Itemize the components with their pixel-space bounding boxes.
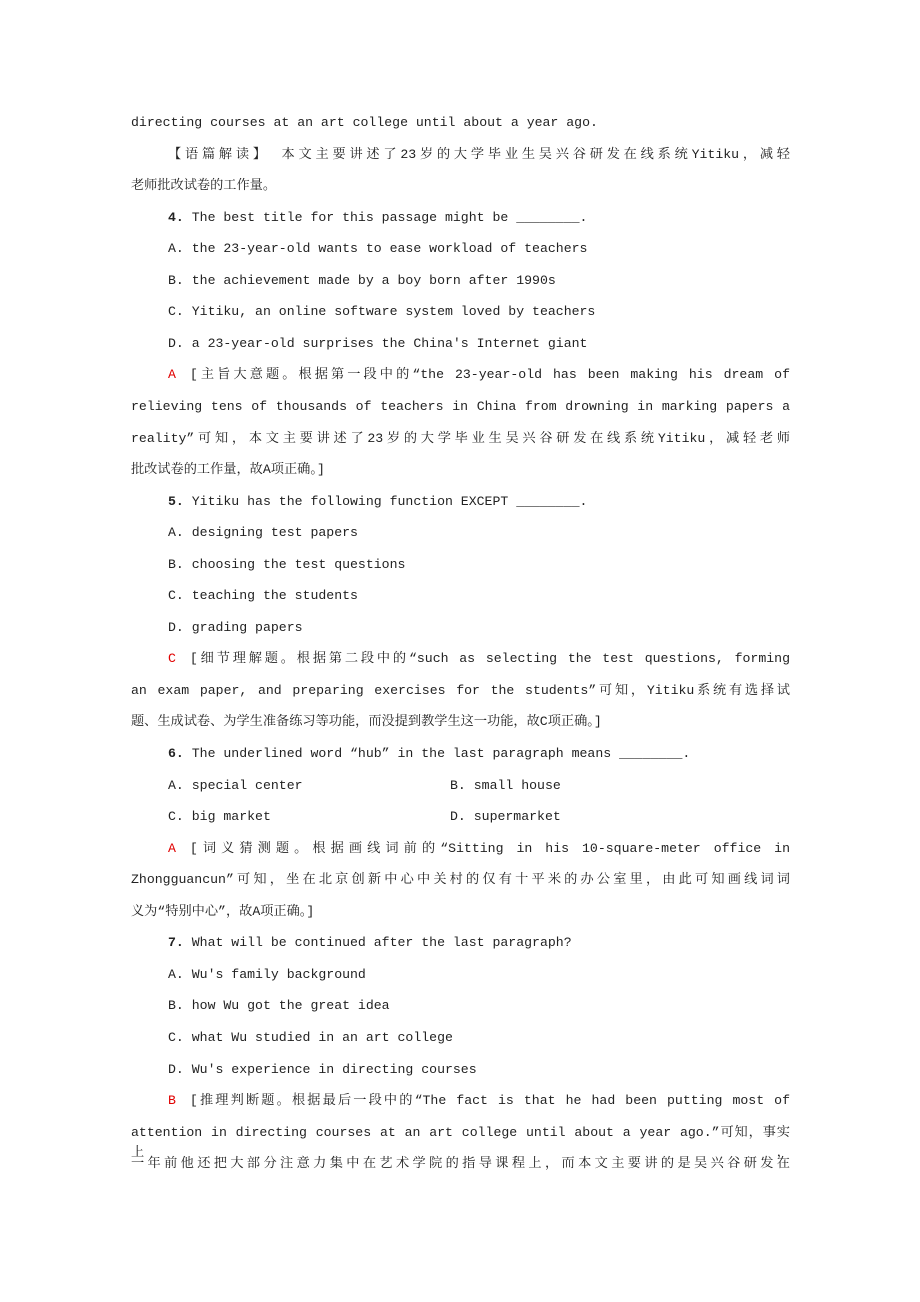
- text-line: [168, 523, 790, 543]
- line-text: [主旨大意题。根据第一段中的“the 23-year-old has been making his dream of: [189, 367, 790, 383]
- text-line: [131, 681, 790, 701]
- option-second-column: B. small house: [450, 777, 561, 793]
- text-line: [168, 239, 790, 259]
- line-text: Yitiku has the following function EXCEPT ________.: [183, 493, 588, 509]
- text-line: [131, 1123, 790, 1160]
- question-number: 5.: [168, 493, 184, 509]
- text-line: [131, 176, 790, 196]
- line-text: 义为“特别中心”，故A项正确。]: [131, 903, 315, 919]
- text-line: [168, 776, 790, 796]
- line-text: [推理判断题。根据最后一段中的“The fact is that he had been putting most of: [189, 1093, 790, 1109]
- line-text: B. how Wu got the great idea: [168, 998, 390, 1014]
- text-line: [168, 302, 790, 322]
- text-line: [168, 365, 790, 385]
- text-line: [168, 555, 790, 575]
- line-text: D. a 23-year-old surprises the China's Internet giant: [168, 335, 588, 351]
- line-text: relieving tens of thousands of teachers in China from drowning in marking papers a: [131, 398, 790, 414]
- text-line: [168, 334, 790, 354]
- line-text: A. Wu's family background: [168, 966, 366, 982]
- line-text: C. teaching the students: [168, 588, 358, 604]
- line-text: [细节理解题。根据第二段中的“such as selecting the test questions, forming: [189, 651, 790, 667]
- text-line: [168, 965, 790, 985]
- answer-letter: A: [168, 367, 176, 383]
- text-line: [168, 1028, 790, 1048]
- line-text: D. Wu's experience in directing courses: [168, 1061, 477, 1077]
- text-line: [168, 1091, 790, 1111]
- line-text: C. Yitiku, an online software system loved by teachers: [168, 304, 596, 320]
- text-line: [168, 996, 790, 1016]
- text-line: [131, 1154, 790, 1174]
- answer-letter: A: [168, 840, 176, 856]
- text-line: [168, 271, 790, 291]
- line-text: 题、生成试卷、为学生准备练习等功能，而没提到教学生这一功能，故C项正确。]: [131, 714, 602, 730]
- text-line: [168, 649, 790, 669]
- answer-letter: B: [168, 1093, 176, 1109]
- question-number: 6.: [168, 746, 184, 761]
- question-number: 7.: [168, 935, 184, 951]
- line-text: attention in directing courses at an art college until about a year ago.”可知，事实上，: [131, 1124, 790, 1160]
- line-text: D. grading papers: [168, 619, 303, 635]
- text-line: [168, 933, 790, 953]
- text-line: [168, 586, 790, 606]
- text-line: [131, 712, 790, 732]
- line-text: A. the 23-year-old wants to ease workload of teachers: [168, 241, 588, 257]
- line-text: C. what Wu studied in an art college: [168, 1029, 453, 1045]
- line-text: 老师批改试卷的工作量。: [131, 178, 277, 194]
- line-text: an exam paper, and preparing exercises for the students”可知，Yitiku系统有选择试: [131, 682, 790, 698]
- text-line: [168, 1060, 790, 1080]
- line-text: B. choosing the test questions: [168, 556, 406, 572]
- text-line: [168, 145, 790, 165]
- answer-letter: C: [168, 651, 176, 667]
- text-line: [168, 807, 790, 827]
- text-line: [168, 208, 790, 228]
- line-text: The underlined word “hub” in the last paragraph means ________.: [183, 746, 691, 761]
- text-line: [131, 113, 790, 133]
- text-line: [131, 902, 790, 922]
- line-text: directing courses at an art college until about a year ago.: [131, 115, 598, 130]
- text-line: [131, 460, 790, 480]
- line-text: A. designing test papers: [168, 525, 358, 541]
- text-line: [131, 870, 790, 890]
- text-line: [168, 492, 790, 512]
- question-number: 4.: [168, 209, 184, 225]
- line-text: Zhongguancun”可知，坐在北京创新中心中关村的仅有十平米的办公室里，由此可知画线词词: [131, 872, 790, 888]
- option-second-column: D. supermarket: [450, 809, 561, 825]
- line-text: The best title for this passage might be ________.: [183, 209, 588, 225]
- text-line: [131, 397, 790, 417]
- text-line: [168, 839, 790, 859]
- line-text: 【语篇解读】 本文主要讲述了23岁的大学毕业生吴兴谷研发在线系统Yitiku，减轻: [168, 146, 790, 162]
- line-text: reality”可知，本文主要讲述了23岁的大学毕业生吴兴谷研发在线系统Yitiku，减轻老师: [131, 430, 790, 446]
- text-line: [131, 429, 790, 449]
- line-text: [词义猜测题。根据画线词前的“Sitting in his 10-square-meter office in: [189, 840, 790, 856]
- text-line: [168, 618, 790, 638]
- line-text: What will be continued after the last paragraph?: [183, 935, 572, 951]
- line-text: 批改试卷的工作量，故A项正确。]: [131, 462, 325, 478]
- line-text: B. the achievement made by a boy born after 1990s: [168, 272, 556, 288]
- line-text: A. special center: [168, 777, 303, 793]
- line-text: C. big market: [168, 809, 271, 825]
- text-line: [168, 744, 790, 764]
- line-text: 一年前他还把大部分注意力集中在艺术学院的指导课程上，而本文主要讲的是吴兴谷研发在: [131, 1156, 790, 1172]
